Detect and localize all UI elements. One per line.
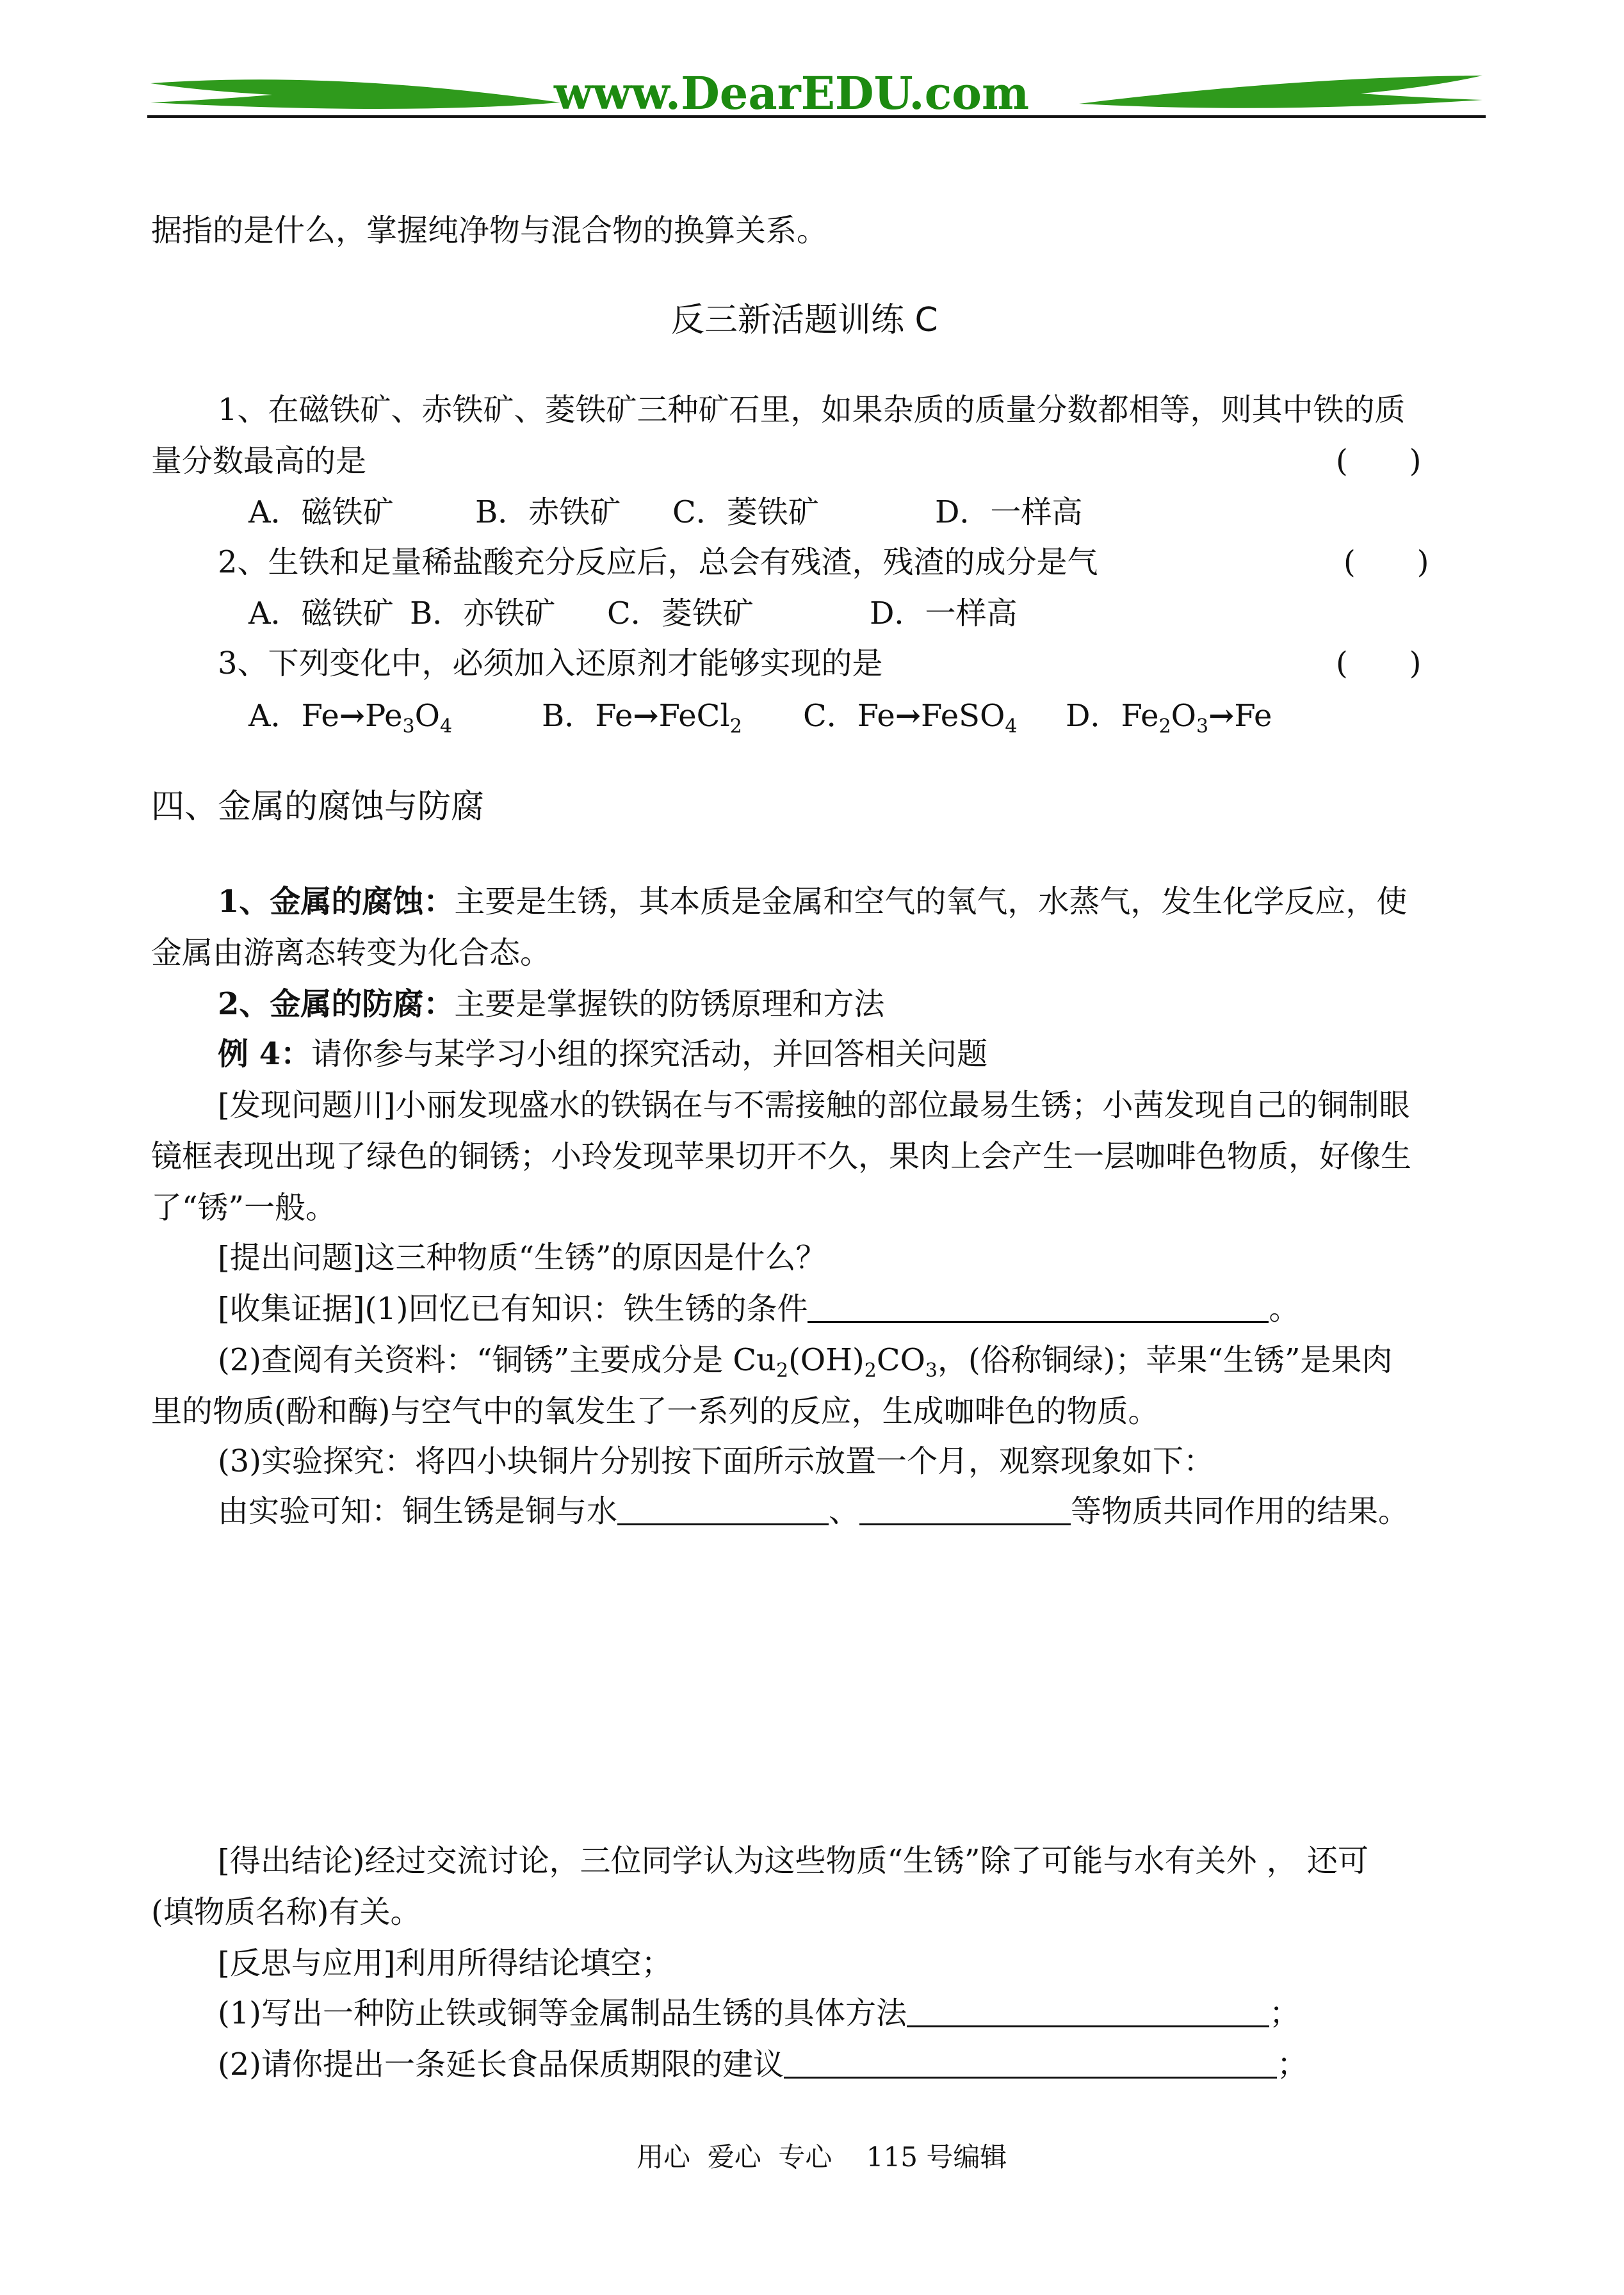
arrow-icon: → (895, 698, 922, 734)
page-footer: 用心 爱心 专心 115 号编辑 (637, 2141, 1007, 2173)
header-banner (144, 64, 1489, 125)
collect-text: [收集证据](1)回忆已有知识：铁生锈的条件 (218, 1291, 808, 1327)
q2-option-b: B．亦铁矿 (410, 596, 556, 631)
c2-pre: (2)查阅有关资料：“铜锈”主要成分是 Cu (218, 1342, 776, 1378)
copper-rust-info (218, 1341, 1393, 1382)
q3-c-sub: 4 (1005, 715, 1018, 738)
result-pre: 由实验可知：铜生锈是铜与水 (218, 1493, 618, 1529)
example-text: 请你参与某学习小组的探究活动，并回答相关问题 (311, 1036, 988, 1072)
example-4 (218, 1035, 987, 1073)
q3-option-a (248, 697, 453, 738)
reflect-heading: [反思与应用]利用所得结论填空； (218, 1945, 672, 1981)
experiment-text: (3)实验探究：将四小块铜片分别按下面所示放置一个月，观察现象如下： (218, 1443, 1214, 1479)
c2-co: CO (876, 1342, 925, 1378)
copper-rust-info-line2: 里的物质(酚和酶)与空气中的氧发生了一系列的反应，生成咖啡色的物质。 (151, 1393, 1159, 1429)
q1-option-b: B．赤铁矿 (475, 494, 621, 530)
reflect-item-1 (218, 1994, 1300, 2032)
anticorrosion-text: 主要是掌握铁的防锈原理和方法 (454, 986, 885, 1022)
c2-post: ，(俗称铜绿)；苹果“生锈”是果肉 (938, 1342, 1393, 1378)
corrosion-paragraph (218, 882, 1407, 921)
c2-sub1: 2 (775, 1359, 789, 1382)
arrow-icon: → (1208, 698, 1235, 734)
section-4-heading: 四、金属的腐蚀与防腐 (151, 788, 485, 826)
c2-mid: (OH) (788, 1342, 865, 1378)
q1-line2: 量分数最高的是 (151, 443, 367, 479)
q3-b-formula: FeCl (658, 698, 730, 734)
q3-a-o: O (414, 698, 440, 734)
q2-option-c: C．菱铁矿 (607, 596, 754, 631)
result-post: 等物质共同作用的结果。 (1071, 1493, 1409, 1529)
blank-substance-2[interactable] (859, 1495, 1071, 1525)
blank-substance-1[interactable] (617, 1495, 829, 1525)
experiment-result (218, 1492, 1409, 1530)
arrow-icon: → (633, 698, 659, 734)
q3-b-sub: 2 (729, 715, 742, 738)
find-line2: 镜框表现出现了绿色的铜锈；小玲发现苹果切开不久，果肉上会产生一层咖啡色物质，好像生 (151, 1139, 1412, 1174)
c2-sub2: 2 (864, 1359, 877, 1382)
result-mid: 、 (829, 1493, 860, 1529)
q1-option-d: D．一样高 (935, 494, 1083, 530)
q3-a-sub1: 3 (402, 715, 415, 738)
q3-a-formula: Pe (364, 698, 403, 734)
q3-option-b (542, 697, 742, 738)
blank-iron-rust-condition[interactable] (808, 1293, 1269, 1323)
arrow-icon: → (339, 698, 365, 734)
corrosion-label: 1、金属的腐蚀： (218, 884, 455, 920)
q3-c-prefix: C．Fe (803, 698, 895, 734)
q3-option-c (803, 697, 1018, 738)
q3-b-prefix: B．Fe (542, 698, 633, 734)
q1-line1: 1、在磁铁矿、赤铁矿、菱铁矿三种矿石里，如果杂质的质量分数都相等，则其中铁的质 (218, 392, 1406, 428)
collect-evidence (218, 1290, 1299, 1328)
conclusion-line1: [得出结论)经过交流讨论，三位同学认为这些物质“生锈”除了可能与水有关外 ， 还可 (218, 1843, 1369, 1879)
r2-text: (2)请你提出一条延长食品保质期限的建议 (218, 2047, 784, 2082)
reflect-item-2 (218, 2045, 1308, 2084)
corrosion-text: 主要是生锈，其本质是金属和空气的氧气，水蒸气，发生化学反应，使 (454, 884, 1408, 920)
q3-d-sub2: 3 (1196, 715, 1209, 738)
collect-end: 。 (1269, 1291, 1300, 1327)
section-c-title: 反三新活题训练 C (671, 301, 938, 339)
example-label: 例 4： (218, 1036, 312, 1072)
blank-food-suggestion[interactable] (784, 2048, 1277, 2079)
site-logo-text: www.DearEDU.com (554, 67, 1030, 120)
q2-paren: ( ) (1344, 544, 1429, 580)
ask-question: [提出问题]这三种物质“生锈”的原因是什么？ (218, 1240, 827, 1276)
r1-end: ； (1269, 1995, 1301, 2031)
q3-d-prefix: D．Fe (1066, 698, 1159, 734)
r2-end: ； (1277, 2047, 1308, 2082)
q2-option-a: A．磁铁矿 (248, 596, 394, 631)
q3-d-post: Fe (1234, 698, 1272, 734)
q3-c-formula: FeSO (921, 698, 1005, 734)
c2-sub3: 3 (925, 1359, 938, 1382)
corrosion-line2: 金属由游离态转变为化合态。 (151, 935, 551, 971)
q3-d-o: O (1171, 698, 1197, 734)
r1-text: (1)写出一种防止铁或铜等金属制品生锈的具体方法 (218, 1995, 907, 2031)
q2-option-d: D．一样高 (870, 596, 1018, 631)
q3-a-sub2: 4 (439, 715, 453, 738)
conclusion-line2: (填物质名称)有关。 (151, 1894, 421, 1930)
q1-option-a: A．磁铁矿 (248, 494, 394, 530)
blank-prevention-method[interactable] (907, 1997, 1269, 2027)
find-line3: 了“锈”一般。 (151, 1190, 337, 1226)
anticorrosion-label: 2、金属的防腐： (218, 986, 455, 1022)
q3-d-sub1: 2 (1158, 715, 1171, 738)
q3-paren: ( ) (1336, 645, 1422, 681)
anticorrosion-paragraph (218, 985, 884, 1023)
q3-option-d (1066, 697, 1272, 738)
q3-line: 3、下列变化中，必须加入还原剂才能够实现的是 (218, 645, 883, 681)
q1-option-c: C．菱铁矿 (672, 494, 819, 530)
intro-line: 据指的是什么，掌握纯净物与混合物的换算关系。 (151, 213, 828, 248)
find-line1: [发现问题川]小丽发现盛水的铁锅在与不需接触的部位最易生锈；小茜发现自己的铜制眼 (218, 1087, 1410, 1123)
q1-paren: ( ) (1336, 443, 1422, 479)
q3-a-prefix: A．Fe (248, 698, 339, 734)
q2-line: 2、生铁和足量稀盐酸充分反应后，总会有残渣，残渣的成分是气 (218, 544, 1098, 580)
